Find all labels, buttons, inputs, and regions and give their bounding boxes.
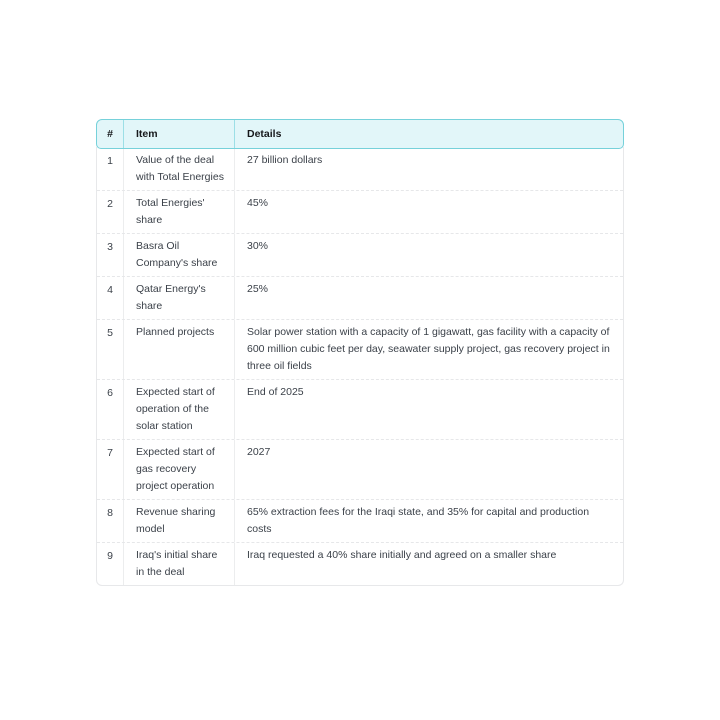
item-cell: Expected start of gas recovery project operation <box>124 440 235 499</box>
details-cell: End of 2025 <box>247 386 304 398</box>
column-header-details: Details <box>247 128 282 140</box>
details-cell: Solar power station with a capacity of 1 gigawatt, gas facility with a capacity of 600 million cubic feet per day, seawater supply project, gas recovery project in three oil fields <box>247 326 610 372</box>
item-cell: Qatar Energy's share <box>124 277 235 319</box>
item-cell: Total Energies' share <box>124 191 235 233</box>
item-cell: Basra Oil Company's share <box>124 234 235 276</box>
table-row <box>97 380 623 440</box>
item-cell: Revenue sharing model <box>124 500 235 542</box>
table-row <box>97 277 623 320</box>
table-row <box>97 234 623 277</box>
row-number-cell: 4 <box>97 277 124 319</box>
row-number-cell: 3 <box>97 234 124 276</box>
row-number-cell: 1 <box>97 148 124 190</box>
row-number-cell: 2 <box>97 191 124 233</box>
item-cell: Value of the deal with Total Energies <box>124 148 235 190</box>
details-cell: 45% <box>247 197 269 209</box>
details-cell: 25% <box>247 283 269 295</box>
column-header-item: Item <box>124 120 235 148</box>
row-number-cell: 9 <box>97 543 124 585</box>
details-cell: 30% <box>247 240 269 252</box>
table-row <box>97 191 623 234</box>
table-row <box>97 543 623 585</box>
details-cell: 65% extraction fees for the Iraqi state, and 35% for capital and production costs <box>247 506 590 535</box>
item-cell: Iraq's initial share in the deal <box>124 543 235 585</box>
table-body <box>96 147 624 586</box>
column-header-number: # <box>97 120 124 148</box>
row-number-cell: 5 <box>97 320 124 379</box>
item-cell: Expected start of operation of the solar station <box>124 380 235 439</box>
details-cell: 2027 <box>247 446 271 458</box>
row-number-cell: 8 <box>97 500 124 542</box>
deal-details-table <box>96 119 624 586</box>
table-row <box>97 500 623 543</box>
details-cell: Iraq requested a 40% share initially and agreed on a smaller share <box>247 549 557 561</box>
details-cell: 27 billion dollars <box>247 154 323 166</box>
row-number-cell: 6 <box>97 380 124 439</box>
row-number-cell: 7 <box>97 440 124 499</box>
table-row <box>97 148 623 191</box>
table-header-row <box>96 119 624 149</box>
table-row <box>97 320 623 380</box>
item-cell: Planned projects <box>124 320 235 379</box>
table-row <box>97 440 623 500</box>
